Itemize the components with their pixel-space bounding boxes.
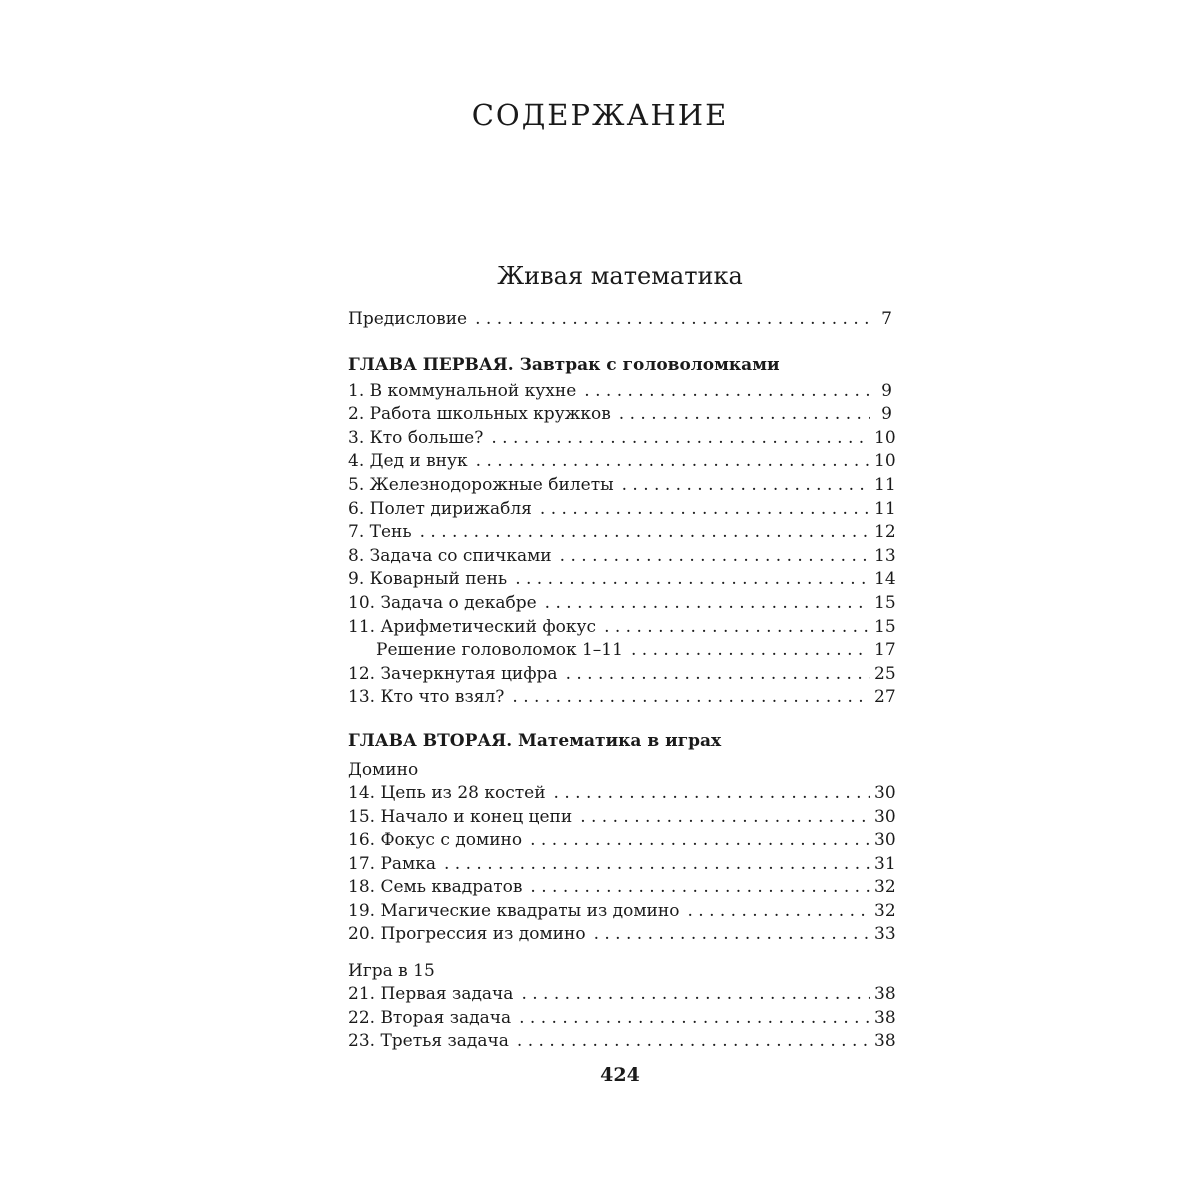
leader-dots [594,923,870,947]
toc-entry-page: 14 [874,569,896,590]
toc-entry-page: 30 [874,782,896,803]
toc-entry-label: 2. Работа школьных кружков [348,404,611,425]
toc-entry-label: Предисловие [348,309,468,329]
toc-entry-label: 13. Кто что взял? [348,687,505,708]
domino-entries [348,782,896,947]
toc-entry-page: 10 [874,427,896,448]
toc-entry-label: 22. Вторая задача [348,1007,512,1028]
toc-entry-page: 15 [874,592,896,613]
leader-dots [519,1007,870,1031]
toc-entry-page: 38 [874,1031,896,1052]
toc-entry-label: 1. В коммунальной кухне [348,380,577,401]
chapter-heading-1: ГЛАВА ПЕРВАЯ. Завтрак с головоломками [348,354,780,375]
toc-entry [348,521,896,545]
toc-entry-label: Решение головоломок 1–11 [376,640,623,661]
leader-dots [491,427,870,451]
toc-entry-label: 4. Дед и внук [348,451,468,472]
page-title: СОДЕРЖАНИЕ [471,98,729,132]
leader-dots [560,545,870,569]
toc-entry [348,983,896,1007]
leader-dots [444,853,870,877]
leader-dots [566,663,870,687]
toc-entry-label: 17. Рамка [348,853,436,874]
toc-entry-page: 11 [874,498,896,519]
leader-dots [530,876,870,900]
book-title: Живая математика [497,262,743,290]
leader-dots [580,806,870,830]
toc-entry [348,592,896,616]
leader-dots [622,474,870,498]
toc-entry-preface [348,308,892,332]
toc-entry [348,1007,896,1031]
toc-entry-label: 12. Зачеркнутая цифра [348,663,558,684]
toc-entry-page: 12 [874,522,896,543]
toc-entry-label: 20. Прогрессия из домино [348,924,586,945]
toc-entry-label: 15. Начало и конец цепи [348,806,573,827]
toc-entry [348,806,896,830]
toc-entry-label: 3. Кто больше? [348,427,484,448]
toc-entry-label: 6. Полет дирижабля [348,498,532,519]
toc-entry-page: 15 [874,616,896,637]
toc-entry-page: 9 [881,404,892,425]
toc-entry [348,474,896,498]
toc-entry-label: 21. Первая задача [348,984,514,1005]
leader-dots [540,498,870,522]
leader-dots [631,639,870,663]
toc-entry-label: 8. Задача со спичками [348,545,552,566]
toc-entry-page: 32 [874,877,896,898]
toc-entry [348,1030,896,1054]
page-number: 424 [600,1064,640,1086]
toc-entry-label: 16. Фокус с домино [348,830,523,851]
toc-entry [348,427,896,451]
toc-entry-label: 5. Железнодорожные билеты [348,474,614,495]
toc-entry [348,450,896,474]
leader-dots [604,616,870,640]
toc-entry [348,782,896,806]
toc-entry-label: 19. Магические квадраты из домино [348,900,680,921]
leader-dots [530,829,870,853]
leader-dots [476,450,870,474]
toc-entry [348,876,896,900]
toc-entry [348,686,896,710]
toc-entry-label: 18. Семь квадратов [348,877,523,898]
leader-dots [475,308,870,332]
table-of-contents [348,308,896,1054]
toc-entry-page: 7 [881,309,892,329]
toc-entry-label: 9. Коварный пень [348,569,508,590]
toc-entry-page: 30 [874,806,896,827]
toc-entry-label: 23. Третья задача [348,1031,509,1052]
leader-dots [584,380,870,404]
leader-dots [517,1030,870,1054]
toc-entry-page: 31 [874,853,896,874]
toc-entry-page: 9 [881,380,892,401]
toc-entry [348,829,896,853]
leader-dots [521,983,870,1007]
toc-entry [348,900,896,924]
toc-entry [348,545,896,569]
toc-entry-page: 32 [874,900,896,921]
toc-entry [348,498,896,522]
toc-entry-page: 38 [874,984,896,1005]
toc-entry [348,923,896,947]
toc-entry [348,663,896,687]
toc-entry [348,616,896,640]
toc-entry [348,568,896,592]
toc-entry-page: 10 [874,451,896,472]
toc-entry-label: 14. Цепь из 28 костей [348,782,546,803]
game15-entries [348,983,896,1054]
toc-entry [348,380,892,404]
toc-entry [348,853,896,877]
chapter-1-entries [348,380,896,710]
toc-entry [348,403,892,427]
toc-entry-page: 30 [874,830,896,851]
toc-entry-label: 10. Задача о декабре [348,592,537,613]
toc-entry-page: 27 [874,687,896,708]
leader-dots [515,568,870,592]
leader-dots [687,900,870,924]
subsection-heading-domino: Домино [348,759,419,780]
toc-entry-page: 33 [874,924,896,945]
leader-dots [619,403,870,427]
leader-dots [545,592,870,616]
toc-entry-page: 13 [874,545,896,566]
chapter-heading-2: ГЛАВА ВТОРАЯ. Математика в играх [348,730,722,751]
subsection-heading-game15: Игра в 15 [348,961,435,982]
toc-entry-label: 7. Тень [348,522,412,543]
toc-entry-label: 11. Арифметический фокус [348,616,597,637]
toc-entry-page: 17 [874,640,896,661]
leader-dots [420,521,870,545]
toc-entry [348,639,896,663]
toc-entry-page: 11 [874,474,896,495]
toc-entry-page: 25 [874,663,896,684]
leader-dots [554,782,870,806]
leader-dots [512,686,870,710]
toc-entry-page: 38 [874,1007,896,1028]
